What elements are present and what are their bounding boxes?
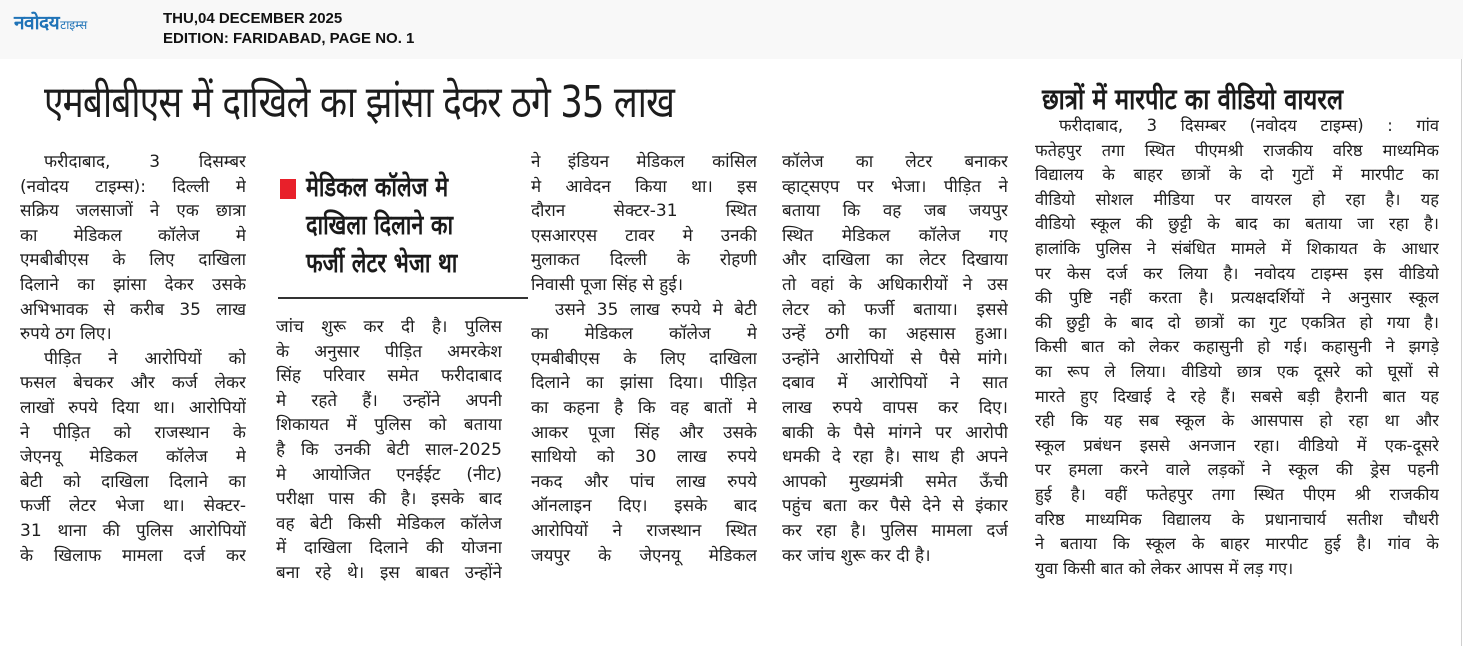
text-line: के खिलाफ मामला दर्ज कर <box>20 545 246 566</box>
text-line: का मेडिकल कॉलेज मे <box>20 225 246 246</box>
text-line: जांच शुरू कर दी है। पुलिस <box>276 317 502 337</box>
text-line: एमबीबीएस के लिए दाखिला <box>20 250 246 271</box>
main-story-column-2 <box>276 315 502 586</box>
subheading-line: फर्जी लेटर भेजा था <box>306 248 458 279</box>
edition-header <box>0 0 1463 59</box>
logo-sub-text: टाइम्स <box>60 18 88 32</box>
text-line: उन्होंने आरोपियों से पैसे मांगे। <box>782 348 1008 369</box>
text-line: रही कि यह सब स्कूल के आसपास हो रहा था और <box>1035 411 1439 431</box>
text-line: ने इंडियन मेडिकल कांसिल <box>531 152 757 172</box>
edition-meta <box>163 9 414 49</box>
text-line: फरीदाबाद, 3 दिसम्बर (नवोदय टाइम्स) : गांव <box>1059 116 1439 135</box>
text-line: अभिभावक से करीब 35 लाख <box>20 299 246 320</box>
text-line: और दाखिला का लेटर दिखाया <box>782 250 1008 271</box>
text-line: जेएनयू मेडिकल कॉलेज मे <box>20 447 246 468</box>
text-line: मारते हुए दिखाई दे रहे हैं। सबसे बड़ी हैरानी बात यह <box>1035 386 1439 406</box>
text-line: फतेहपुर तगा स्थित पीएमश्री राजकीय वरिष्ठ माध्यमिक <box>1035 140 1439 160</box>
text-line: दिलाने का झांसा दिया। पीड़ित <box>531 373 757 394</box>
text-line: स्कूल प्रबंधन इससे अनजान रहा। वीडियो में एक-दूसरे <box>1035 435 1439 455</box>
text-line: बेटी को दाखिला दिलाने का <box>20 471 246 492</box>
text-line: फर्जी लेटर भेजा था। सेक्टर- <box>20 496 246 517</box>
text-line: कर जांच शुरू कर दी है। <box>782 545 931 566</box>
text-line: फसल बेचकर और कर्ज लेकर <box>20 373 246 394</box>
newspaper-logo <box>14 9 87 35</box>
text-line: दबाव में आरोपियों ने सात <box>782 373 1008 394</box>
text-line: कॉलेज का लेटर बनाकर <box>782 152 1008 172</box>
text-line: है कि उनकी बेटी साल-2025 <box>276 439 502 460</box>
edition-info: EDITION: FARIDABAD, PAGE NO. 1 <box>163 30 415 47</box>
text-line: पर केस दर्ज कर लिया है। नवोदय टाइम्स इस वीडियो <box>1035 263 1439 283</box>
text-line: पहुंच बता कर पैसे देने से इंकार <box>782 496 1008 517</box>
text-line: लाख रुपये वापस कर दिए। <box>782 397 1008 418</box>
text-line: साथियो को 30 लाख रुपये <box>531 447 757 468</box>
side-story-body <box>1035 114 1439 581</box>
text-line: एसआरएस टावर मे उनकी <box>531 225 757 246</box>
text-line: उसने 35 लाख रुपये मे बेटी <box>555 299 757 320</box>
text-line: उन्हें ठगी का अहसास हुआ। <box>782 324 1008 345</box>
text-line: परीक्षा पास की है। इसके बाद <box>276 489 502 510</box>
text-line: पीड़ित ने आरोपियों को <box>44 348 246 369</box>
text-line: एमबीबीएस के लिए दाखिला <box>531 348 757 369</box>
text-line: में दाखिला दिलाने की योजना <box>276 538 502 559</box>
text-line: शिकायत में पुलिस को बताया <box>276 415 502 436</box>
main-headline: एमबीबीएस में दाखिले का झांसा देकर ठगे 35 लाख <box>44 77 675 128</box>
text-line: वीडियो सोशल मीडिया पर वायरल हो रहा है। यह <box>1035 189 1439 209</box>
main-story-column-4 <box>782 150 1008 568</box>
text-line: ने बताया कि स्कूल के बाहर मारपीट हुई है। गांव के <box>1035 534 1439 554</box>
text-line: ने पीड़ित को राजस्थान के <box>20 422 246 443</box>
text-line: का मेडिकल कॉलेज मे <box>531 324 757 345</box>
text-line: बना रहे थे। इस बाबत उन्होंने <box>276 562 502 583</box>
logo-main-text: नवोदय <box>14 12 60 34</box>
text-line: मे आवेदन किया था। इस <box>531 176 757 197</box>
text-line: नकद और पांच लाख रुपये <box>531 471 757 492</box>
news-clipping <box>0 59 1462 646</box>
red-square-bullet-icon <box>280 179 296 199</box>
text-line: आकर पूजा सिंह और उसके <box>531 422 757 443</box>
text-line: ऑनलाइन दिए। इसके बाद <box>531 496 757 517</box>
text-line: दौरान सेक्टर-31 स्थित <box>531 201 757 222</box>
text-line: विद्यालय के बाहर छात्रों के दो गुटों में मारपीट का <box>1035 165 1439 185</box>
text-line: आरोपियों ने राजस्थान स्थित <box>531 520 757 541</box>
text-line: वह बेटी किसी मेडिकल कॉलेज <box>276 513 502 534</box>
subheading <box>306 169 457 283</box>
text-line: आपको मुख्यमंत्री समेत ऊँची <box>782 471 1008 492</box>
text-line: जयपुर के जेएनयू मेडिकल <box>531 545 757 566</box>
text-line: की पुष्टि नहीं करता है। प्रत्यक्षदर्शियों ने अनुसार स्कूल <box>1035 288 1439 308</box>
text-line: का रूप ले लिया। वीडियो छात्र एक दूसरे को घूसों से <box>1035 361 1439 381</box>
text-line: धमकी दे रहा है। साथ ही अपने <box>782 447 1008 468</box>
text-line: का कहना है कि वह बातों मे <box>531 397 757 418</box>
text-line: बताया कि वह जब जयपुर <box>782 201 1008 222</box>
text-line: दिलाने का झांसा देकर उसके <box>20 274 246 295</box>
subheading-divider <box>278 297 528 299</box>
text-line: व्हाट्सएप पर भेजा। पीड़ित ने <box>782 176 1008 197</box>
subheading-line: मेडिकल कॉलेज मे <box>306 172 449 203</box>
text-line: रुपये ठग लिए। <box>20 324 112 345</box>
text-line: हालांकि पुलिस ने संबंधित मामले में शिकायत के आधार <box>1035 238 1439 258</box>
text-line: लेटर को फर्जी बताया। इससे <box>782 299 1008 320</box>
text-line: कर रहा है। पुलिस मामला दर्ज <box>782 520 1008 541</box>
text-line: वरिष्ठ माध्यमिक विद्यालय के प्रधानाचार्य सतीश चौधरी <box>1035 509 1439 529</box>
text-line: किसी बात को लेकर कहासुनी हो गई। कहासुनी ने झगड़े <box>1035 337 1439 357</box>
main-story-column-1 <box>20 150 246 568</box>
text-line: मुलाकत दिल्ली के रोहणी <box>531 250 757 271</box>
text-line: मे रहते हैं। उन्होंने अपनी <box>276 390 502 411</box>
text-line: के अनुसार पीड़ित अमरकेश <box>276 341 502 362</box>
text-line: हुई है। वहीं फतेहपुर तगा स्थित पीएम श्री राजकीय <box>1035 484 1439 504</box>
text-line: 31 थाना की पुलिस आरोपियों <box>20 520 246 541</box>
text-line: सक्रिय जलसाजों ने एक छात्रा <box>20 201 246 222</box>
text-line: फरीदाबाद, 3 दिसम्बर <box>44 152 246 172</box>
text-line: वीडियो स्कूल की छुट्टी के बाद का बताया जा रहा है। <box>1035 214 1439 234</box>
text-line: बाकी के पैसे मांगने पर आरोपी <box>782 422 1008 443</box>
publication-date: THU,04 DECEMBER 2025 <box>163 10 343 27</box>
text-line: सिंह परिवार समेत फरीदाबाद <box>276 366 502 387</box>
text-line: (नवोदय टाइम्स): दिल्ली मे <box>20 176 246 197</box>
text-line: निवासी पूजा सिंह से हुई। <box>531 274 684 295</box>
text-line: लाखों रुपये दिया था। आरोपियों <box>20 397 246 418</box>
text-line: मे आयोजित एनईईट (नीट) <box>276 464 502 485</box>
side-story-headline: छात्रों में मारपीट का वीडियो वायरल <box>1042 82 1344 116</box>
text-line: की छुट्टी के बाद दो छात्रों का गुट एकत्रित हो गया है। <box>1035 312 1439 332</box>
text-line: युवा किसी बात को लेकर आपस में लड़ गए। <box>1035 558 1294 578</box>
text-line: स्थित मेडिकल कॉलेज गए <box>782 225 1008 246</box>
subheading-line: दाखिला दिलाने का <box>306 210 454 241</box>
text-line: तो वहां के अधिकारीयों ने उस <box>782 274 1008 295</box>
main-story-column-3 <box>531 150 757 568</box>
text-line: पर हमला करने वाले लड़कों ने स्कूल की ड्रेस पहनी <box>1035 460 1439 480</box>
